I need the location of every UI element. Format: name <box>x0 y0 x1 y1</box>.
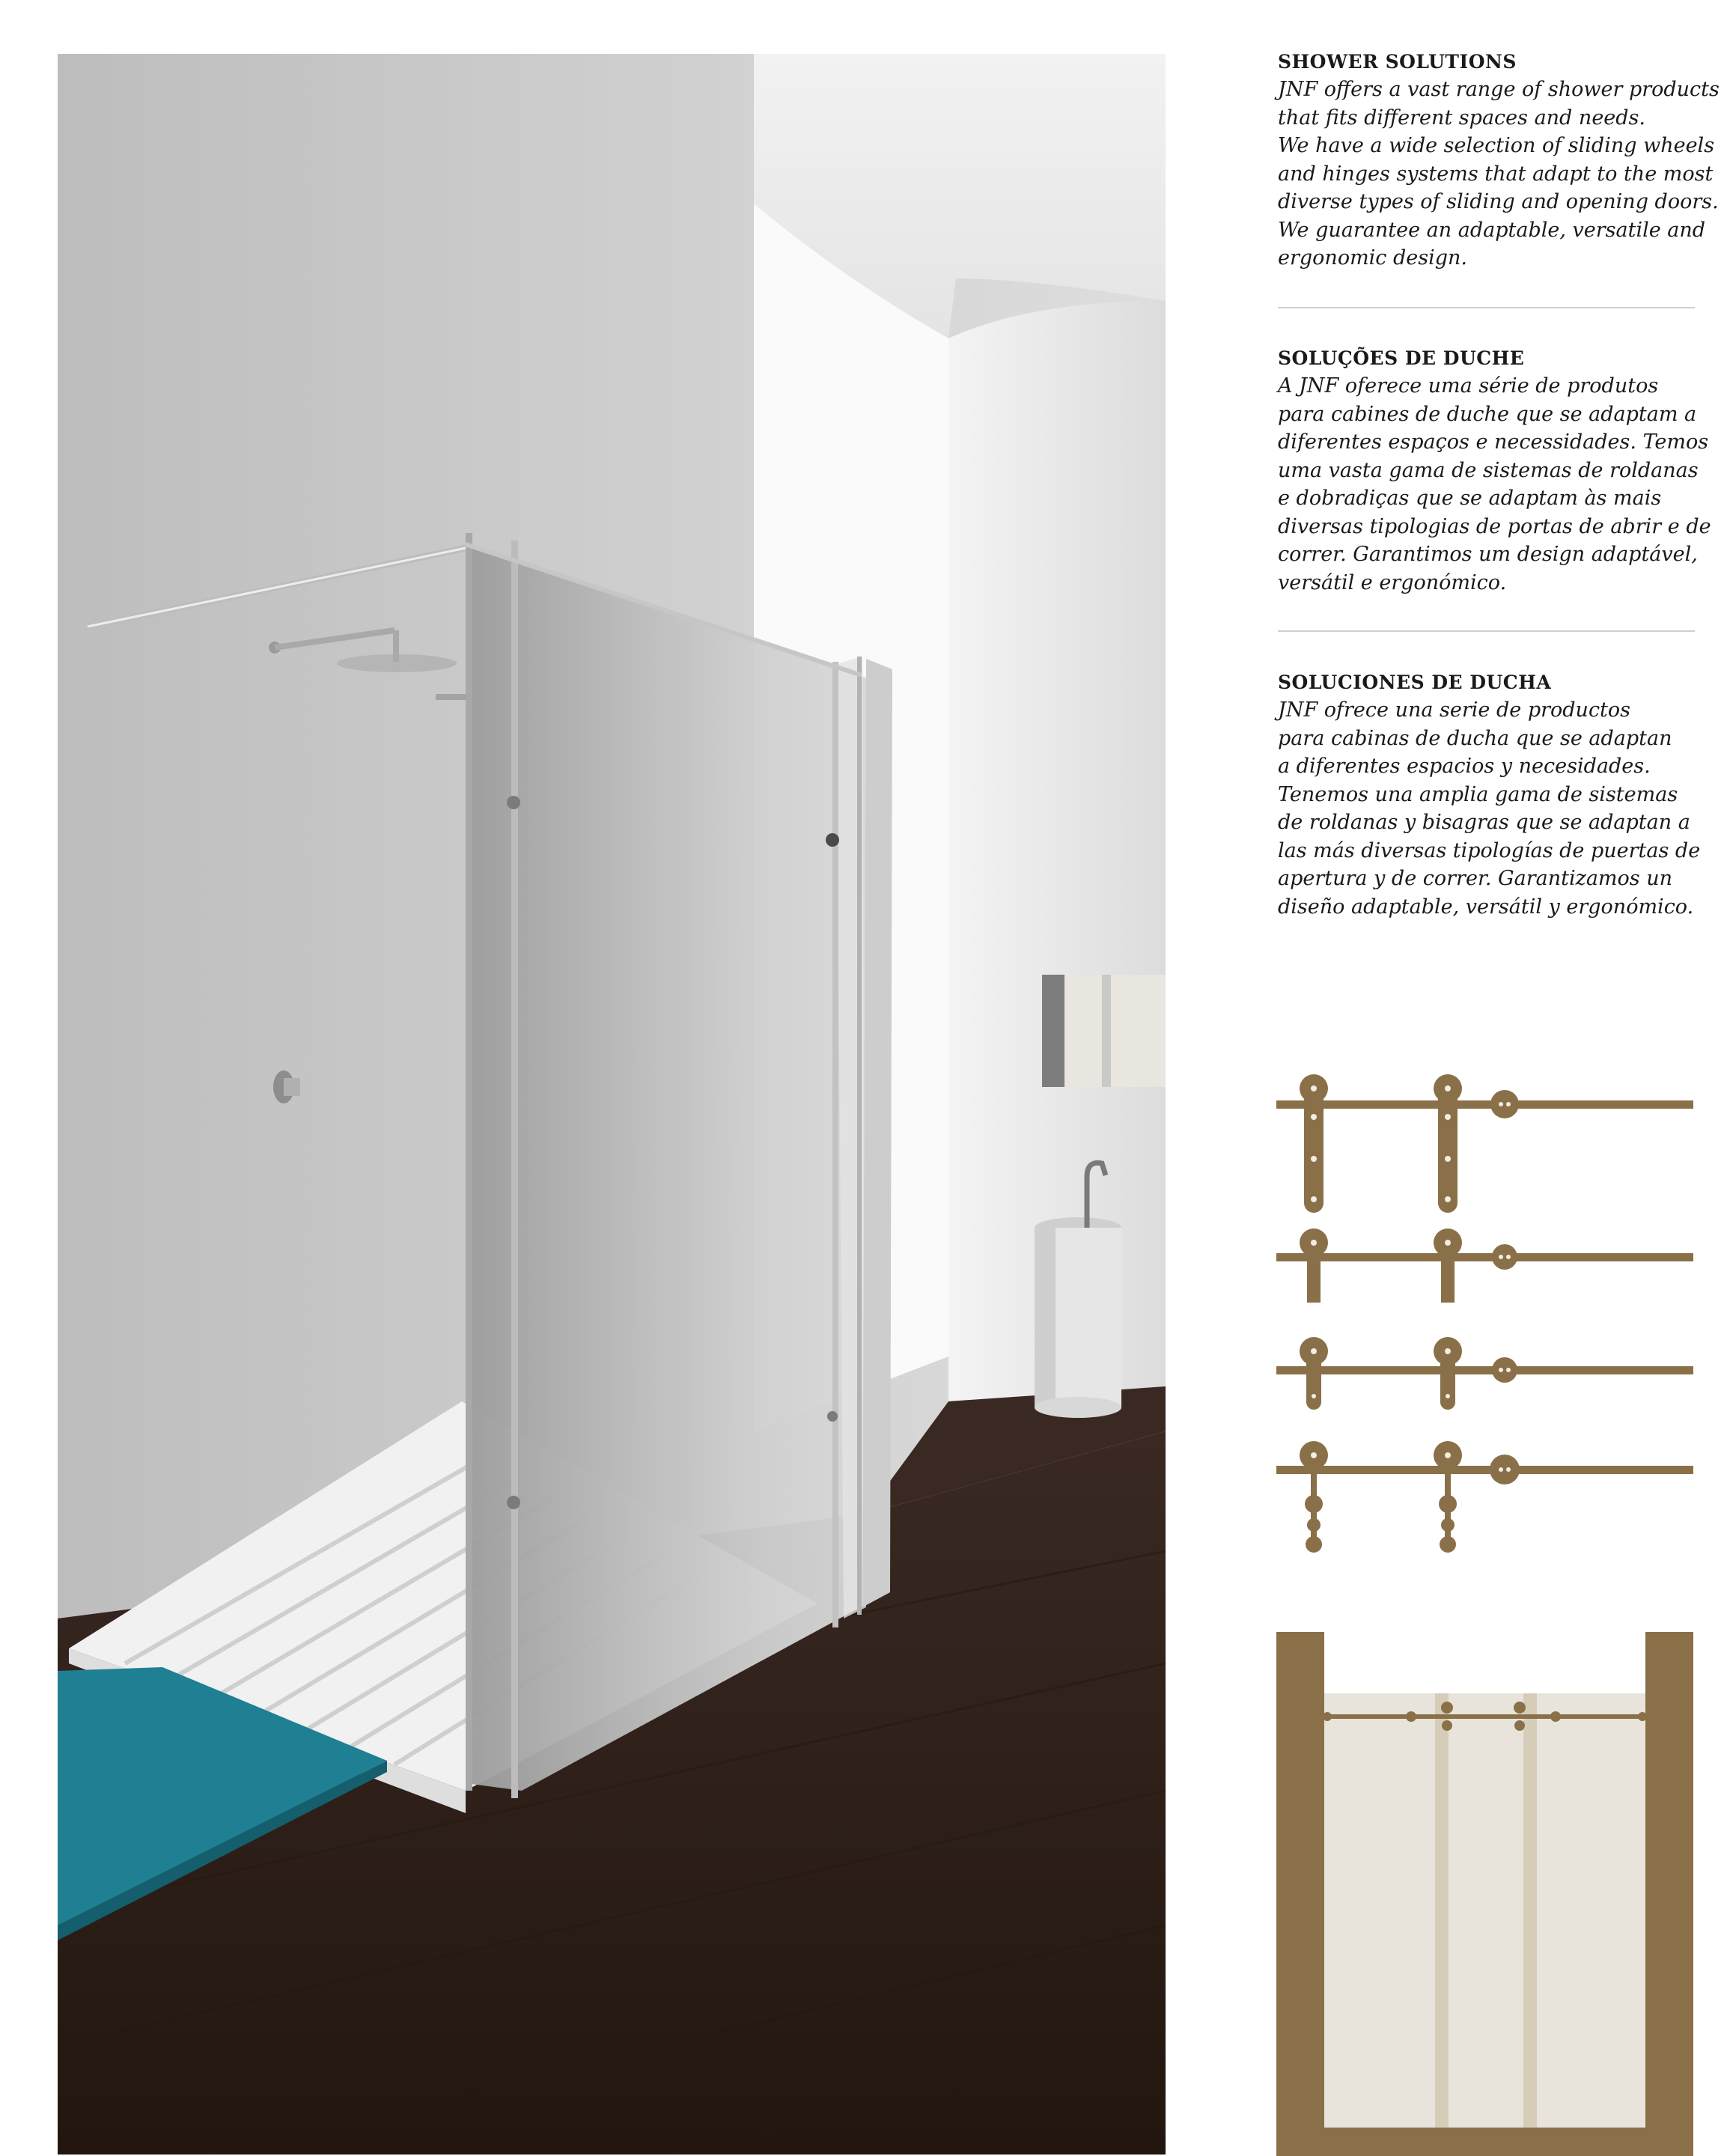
body-line: para cabines de duche que se adaptam a <box>1278 402 1697 426</box>
body-line: that fits different spaces and needs. <box>1278 106 1645 130</box>
sliding-door-diagram <box>1276 1632 1696 2156</box>
roller-system-3 <box>1276 1337 1693 1410</box>
body-line: e dobradiças que se adaptam às mais <box>1278 487 1662 510</box>
door-frame-left <box>1276 1632 1324 2156</box>
body-line: We guarantee an adaptable, versatile and <box>1278 218 1706 242</box>
body-line: diversas tipologias de portas de abrir e de <box>1278 514 1711 538</box>
body-line: versátil e ergonómico. <box>1278 570 1507 594</box>
body-line: diseño adaptable, versátil y ergonómico. <box>1278 895 1694 919</box>
section-english <box>1278 48 1720 272</box>
shower-enclosure-photo <box>58 54 1166 2155</box>
body-line: apertura y de correr. Garantizamos un <box>1278 867 1672 890</box>
section-spanish <box>1278 669 1701 921</box>
section-body <box>1278 76 1720 272</box>
section-body <box>1278 696 1701 921</box>
roller-system-2 <box>1276 1228 1693 1303</box>
body-line: las más diversas tipologías de puertas de <box>1278 838 1701 862</box>
body-line: ergonomic design. <box>1278 246 1468 270</box>
door-panel <box>1324 1693 1645 2156</box>
divider <box>1278 307 1695 308</box>
body-line: diferentes espaços e necessidades. Temos <box>1278 430 1709 454</box>
section-body <box>1278 372 1711 597</box>
body-line: correr. Garantimos um design adaptável, <box>1278 543 1698 566</box>
body-line: diverse types of sliding and opening doors. <box>1278 190 1719 213</box>
section-portuguese <box>1278 344 1711 597</box>
section-title: SOLUCIONES DE DUCHA <box>1278 672 1552 693</box>
body-line: para cabinas de ducha que se adaptan <box>1278 726 1672 750</box>
body-line: uma vasta gama de sistemas de roldanas <box>1278 458 1699 482</box>
roller-system-4 <box>1276 1441 1693 1553</box>
body-line: A JNF oferece uma série de produtos <box>1278 374 1659 398</box>
door-frame-right <box>1645 1632 1693 2156</box>
body-line: a diferentes espacios y necesidades. <box>1278 755 1651 778</box>
body-line: JNF ofrece una serie de productos <box>1278 698 1631 722</box>
body-line: JNF offers a vast range of shower products <box>1278 78 1720 101</box>
body-line: Tenemos una amplia gama de sistemas <box>1278 782 1678 806</box>
section-title: SOLUÇÕES DE DUCHE <box>1278 347 1525 369</box>
body-line: We have a wide selection of sliding wheels <box>1278 134 1715 157</box>
roller-system-1 <box>1276 1074 1693 1213</box>
body-line: de roldanas y bisagras que se adaptan a <box>1278 811 1690 834</box>
sliding-rail <box>1324 1714 1645 1719</box>
body-line: and hinges systems that adapt to the most <box>1278 162 1714 186</box>
section-title: SHOWER SOLUTIONS <box>1278 51 1517 73</box>
sliding-roller-diagrams <box>1276 1063 1696 1557</box>
divider <box>1278 630 1695 632</box>
